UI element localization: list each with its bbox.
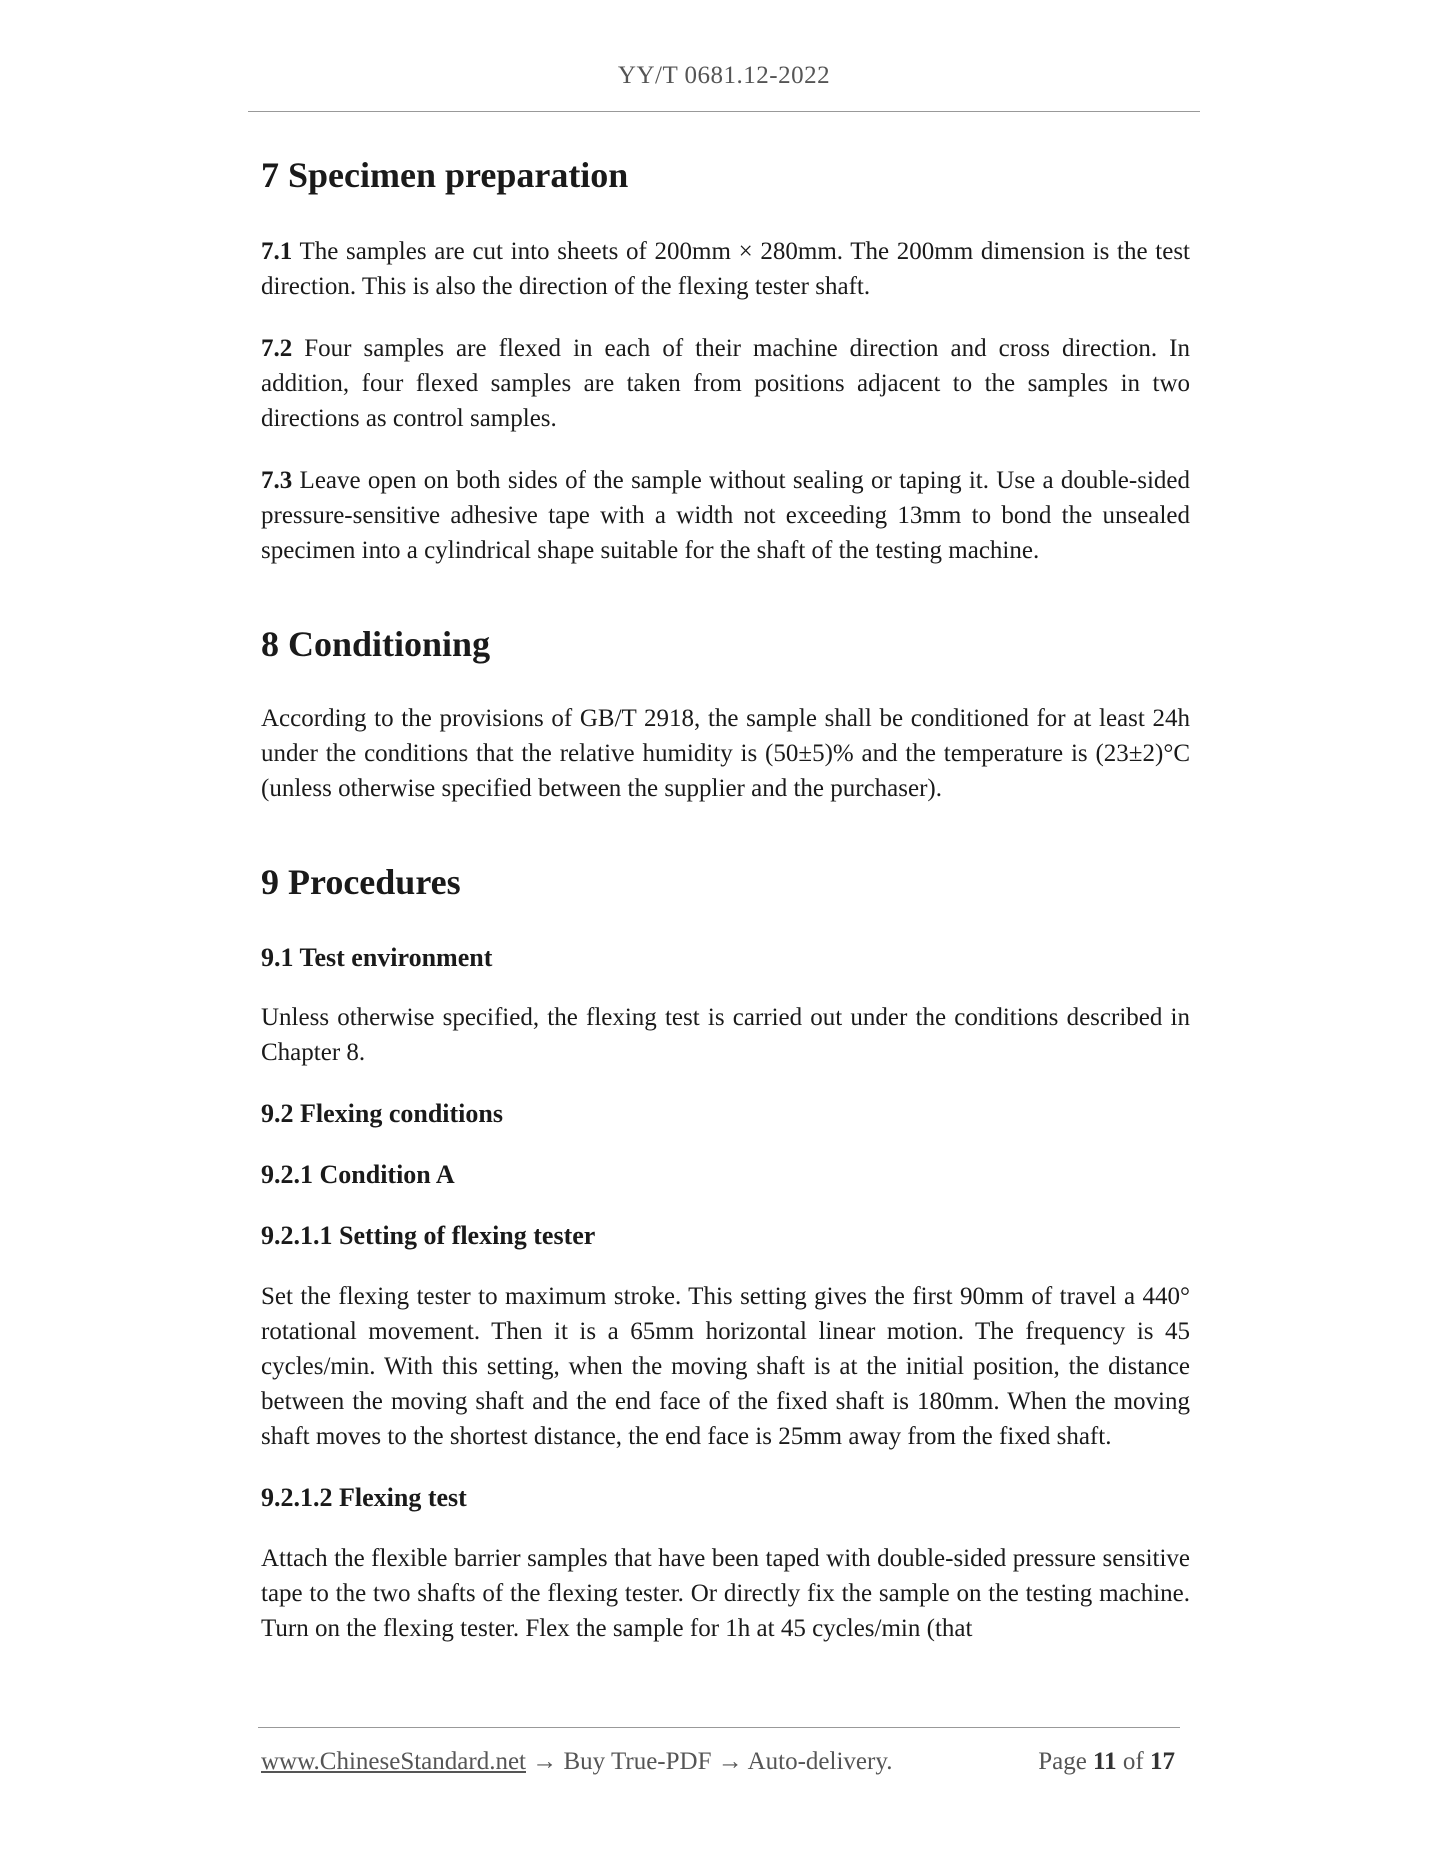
header-divider (248, 111, 1200, 112)
clause-text: The samples are cut into sheets of 200mm × 280mm. The 200mm dimension is the test direction. This is also the direction of the flexing tester shaft. (261, 238, 1190, 301)
delivery-text: Auto-delivery. (747, 1748, 893, 1775)
section-8-heading: 8 Conditioning (261, 624, 491, 665)
clause-7-3 (261, 463, 1190, 568)
arrow-right-icon: → (711, 1748, 748, 1775)
arrow-right-icon: → (526, 1748, 564, 1775)
footer-divider (258, 1727, 1180, 1728)
page-current: 11 (1093, 1748, 1117, 1775)
page-of: of (1122, 1748, 1144, 1775)
page-total: 17 (1150, 1748, 1175, 1775)
subsection-9-2-1-1-text: Set the flexing tester to maximum stroke. This setting gives the first 90mm of travel a 440° rotational movement. Then it is a 65mm horizontal linear motion. The frequency is 45 cycles/min. With this setting, when the moving shaft is at the initial position, the distance between the moving shaft and the end face of the fixed shaft is 180mm. When the moving shaft moves to the shortest distance, the end face is 25mm away from the fixed shaft. (261, 1282, 1190, 1450)
clause-7-2 (261, 331, 1190, 436)
clause-number: 7.2 (261, 335, 293, 363)
section-9-heading: 9 Procedures (261, 862, 461, 903)
subsection-9-1-text: Unless otherwise specified, the flexing test is carried out under the conditions described in Chapter 8. (261, 1004, 1190, 1067)
clause-text: Four samples are flexed in each of their machine direction and cross direction. In addition, four flexed samples are taken from positions adjacent to the samples in two directions as control samples. (261, 335, 1190, 433)
subsection-9-2-1-2-text: Attach the flexible barrier samples that have been taped with double-sided pressure sensitive tape to the two shafts of the flexing tester. Or directly fix the sample on the testing machine. Turn on the flexing tester. Flex the sample for 1h at 45 cycles/min (that (261, 1544, 1190, 1642)
page-label: Page (1038, 1748, 1087, 1775)
page-number (1038, 1748, 1175, 1776)
clause-text: Leave open on both sides of the sample without sealing or taping it. Use a double-sided pressure-sensitive adhesive tape with a width not exceeding 13mm to bond the unsealed specimen into a cylindrical shape suitable for the shaft of the testing machine. (261, 467, 1190, 565)
section-8-text: According to the provisions of GB/T 2918, the sample shall be conditioned for at least 24h under the conditions that the relative humidity is (50±5)% and the temperature is (23±2)°C (unless otherwise specified between the supplier and the purchaser). (261, 705, 1190, 803)
subsection-9-2-heading: 9.2 Flexing conditions (261, 1099, 503, 1129)
subsection-9-2-1-heading: 9.2.1 Condition A (261, 1160, 455, 1190)
section-7-heading: 7 Specimen preparation (261, 155, 629, 195)
footer-promo (261, 1748, 892, 1776)
website-link[interactable]: www.ChineseStandard.net (261, 1748, 526, 1775)
subsection-9-2-1-2-heading: 9.2.1.2 Flexing test (261, 1482, 467, 1512)
running-header: YY/T 0681.12-2022 (617, 62, 831, 89)
clause-7-1 (261, 234, 1190, 304)
clause-number: 7.1 (261, 238, 293, 266)
clause-number: 7.3 (261, 467, 293, 495)
page-body (261, 150, 1190, 1646)
subsection-9-1-heading: 9.1 Test environment (261, 942, 493, 972)
subsection-9-2-1-1-heading: 9.2.1.1 Setting of flexing tester (261, 1220, 596, 1250)
buy-pdf-text: Buy True-PDF (563, 1748, 712, 1775)
